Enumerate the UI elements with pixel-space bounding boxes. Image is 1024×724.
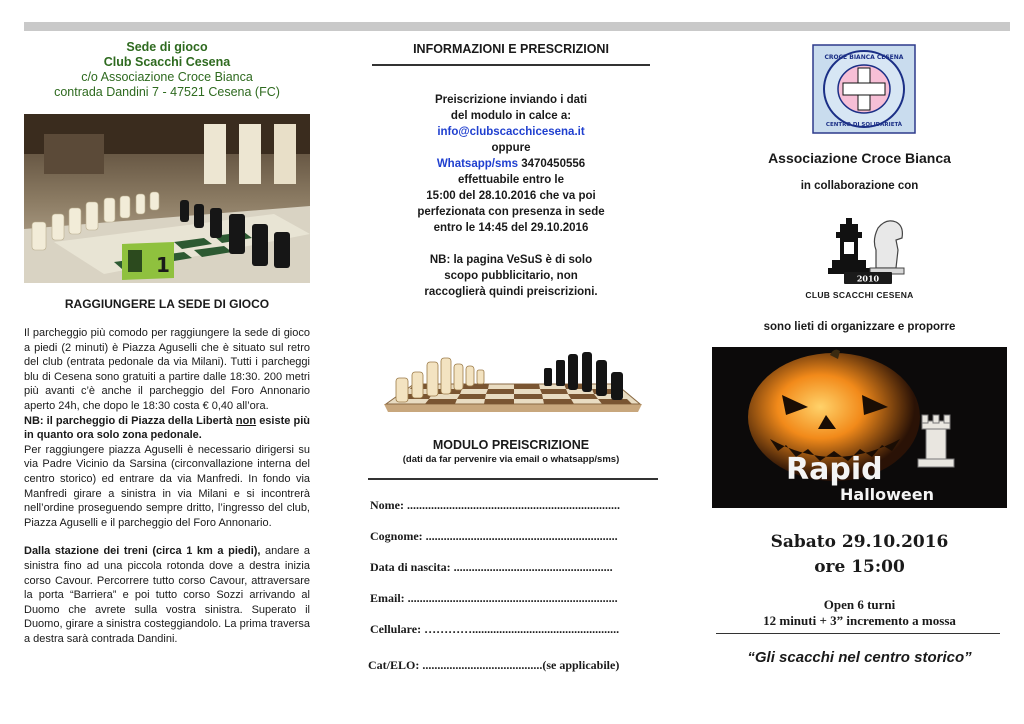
poster-title: Rapid	[786, 452, 883, 487]
collaboration-text: in collaborazione con	[800, 180, 919, 192]
divider	[368, 478, 658, 480]
event-time: ore 15:00	[814, 557, 905, 577]
info-line: effettuabile entro le	[457, 174, 565, 186]
info-line: oppure	[491, 142, 531, 154]
directions-note-b: esiste più in quanto ora solo zona pedonale.	[24, 414, 310, 442]
nb-line: raccoglierà quindi preiscrizioni.	[424, 286, 598, 298]
cb-logo-top-text: CROCE BIANCA CESENA	[824, 54, 904, 61]
cb-logo-bottom-text: CENTRO DI SOLIDARIETÀ	[825, 122, 903, 128]
directions-paragraph-train	[24, 544, 310, 646]
nb-line: scopo pubblicitario, non	[444, 270, 578, 282]
venue-address: contrada Dandini 7 - 47521 Cesena (FC)	[54, 85, 280, 99]
whatsapp-label[interactable]: Whatsapp/sms	[436, 158, 518, 170]
divider	[372, 64, 650, 66]
phone-number: 3470450556	[518, 158, 586, 170]
form-field-elo[interactable]: Cat/ELO: ........................................(se applicabile)	[368, 658, 620, 672]
email-link[interactable]: info@clubscacchicesena.it	[437, 126, 585, 138]
info-text	[368, 92, 654, 300]
venue-photo	[24, 114, 310, 283]
info-line: entro le 14:45 del 29.10.2016	[433, 222, 589, 234]
directions-note-underlined: non	[235, 414, 257, 427]
form-field-phone[interactable]: Cellulare: ………….................................................	[370, 622, 620, 636]
info-line: 15:00 del 28.10.2016 che va poi	[426, 190, 596, 202]
directions-note	[24, 414, 310, 443]
spacer	[24, 530, 310, 544]
spacer	[368, 236, 654, 252]
venue-host: c/o Associazione Croce Bianca	[81, 70, 253, 84]
form-field-email[interactable]: Email: ......................................................................	[370, 591, 618, 605]
venue-club: Club Scacchi Cesena	[103, 55, 231, 69]
event-motto: “Gli scacchi nel centro storico”	[747, 649, 972, 666]
chessboard-illustration	[384, 344, 642, 416]
column-venue	[24, 38, 310, 645]
directions-train-lead: Dalla stazione dei treni (circa 1 km a piedi),	[24, 545, 261, 558]
info-line: perfezionata con presenza in sede	[417, 206, 605, 218]
club-scacchi-logo	[826, 210, 912, 288]
event-format	[712, 597, 1007, 629]
venue-block	[24, 40, 310, 100]
event-date	[712, 530, 1007, 580]
whatsapp-line	[368, 156, 654, 172]
directions-train-text: andare a sinistra fino ad una piccola rotonda dove a destra inizia corso Cavour. Percorrere tutto corso Cavour, attraversare la porta “Barriera” e poi tutto corso Sozzi arrivando al Duomo che avrete sulla vostra sinistra. Superato il Duomo, girare a sinistra costeggiandolo. La prima traversa a destra sarà contrada Dandini.	[24, 545, 310, 645]
table-number-label: 1	[156, 253, 170, 277]
directions-paragraph-car: Per raggiungere piazza Aguselli è necessario dirigersi su via Padre Vicinio da Sarsina (circonvallazione interna del centro storico) ed entrare da via Manfredi. In fondo via Manfredi girare a sinistra in via Milani e si incontrerà nell’ordine proseguendo sempre dritto, l’ingresso del club, Piazza Aguselli e il parcheggio del Foro Annonario.	[24, 443, 310, 529]
form-title: MODULO PREISCRIZIONE	[432, 438, 590, 452]
directions-paragraph-parking: Il parcheggio più comodo per raggiungere la sede di gioco a piedi (2 minuti) è Piazza Aguselli che è situato sul retro del club (entrata pedonale da via Milani). Tutti i parcheggi blu di Cesena sono gratuiti a partire dalle 18:30. 200 metri più avanti c’è anche il parcheggio del Foro Annonario aperto 24h, che dopo le 18:30 costa € 0,40 all’ora.	[24, 327, 310, 412]
info-line: del modulo in calce a:	[450, 110, 572, 122]
form-subtitle: (dati da far pervenire via email o whatsapp/sms)	[402, 454, 620, 465]
top-bar	[24, 22, 1010, 31]
form-field-name[interactable]: Nome: .......................................................................	[370, 498, 620, 512]
form-field-surname[interactable]: Cognome: ................................................................	[370, 529, 618, 543]
event-date-day: Sabato 29.10.2016	[770, 532, 949, 552]
association-name: Associazione Croce Bianca	[768, 150, 951, 166]
info-title: INFORMAZIONI E PRESCRIZIONI	[413, 42, 609, 56]
directions-note-a: NB: il parcheggio di Piazza della Libertà	[24, 414, 236, 427]
event-time-control: 12 minuti + 3” incremento a mossa	[763, 613, 956, 628]
club-logo-year: 2010	[856, 273, 880, 284]
info-line: Preiscrizione inviando i dati	[434, 94, 588, 106]
rapid-halloween-poster	[712, 347, 1007, 508]
venue-label: Sede di gioco	[126, 40, 208, 54]
directions-title: RAGGIUNGERE LA SEDE DI GIOCO	[64, 297, 270, 311]
column-info	[368, 38, 654, 672]
divider	[716, 633, 1000, 634]
poster-subtitle: Halloween	[840, 485, 935, 504]
organize-text: sono lieti di organizzare e proporre	[763, 321, 956, 333]
croce-bianca-logo	[812, 44, 916, 134]
nb-line: NB: la pagina VeSuS è di solo	[429, 254, 593, 266]
form-field-birthdate[interactable]: Data di nascita: .....................................................	[370, 560, 613, 574]
club-logo-name: CLUB SCACCHI CESENA	[805, 290, 914, 300]
directions-text	[24, 326, 310, 646]
event-rounds: Open 6 turni	[823, 597, 896, 612]
